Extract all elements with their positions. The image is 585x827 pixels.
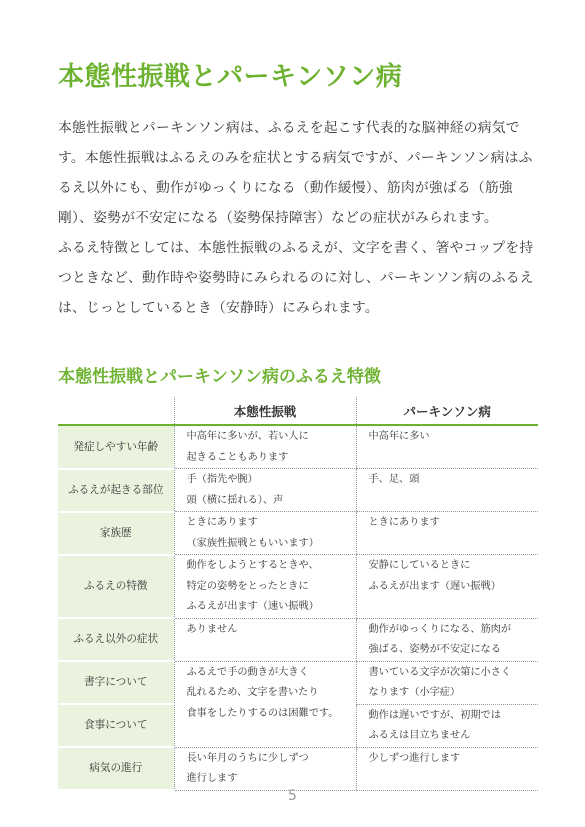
pd-cell bbox=[356, 704, 538, 747]
cell-line: ときにあります bbox=[186, 517, 258, 528]
table-row bbox=[58, 469, 538, 512]
cell-line: 手（指先や腕） bbox=[186, 474, 258, 485]
table-row bbox=[58, 747, 538, 790]
row-label: ふるえの特徴 bbox=[58, 555, 174, 619]
page-number: 5 bbox=[288, 788, 297, 804]
page-title: 本態性振戦とパーキンソン病 bbox=[58, 62, 403, 92]
cell-line: 食事をしたりするのは困難です。 bbox=[186, 707, 339, 719]
pd-cell bbox=[356, 661, 538, 704]
table-row bbox=[58, 425, 538, 469]
cell-line: 動作をしようとするときや、 bbox=[186, 560, 319, 571]
row-label: 病気の進行 bbox=[58, 747, 174, 790]
et-cell bbox=[174, 425, 356, 469]
pd-cell bbox=[356, 425, 538, 469]
row-label: 書字について bbox=[58, 661, 174, 704]
header-essential-tremor: 本態性振戦 bbox=[174, 397, 356, 425]
cell-line: 頭（横に揺れる）、声 bbox=[186, 494, 284, 506]
header-parkinsons: パーキンソン病 bbox=[356, 397, 538, 425]
et-cell bbox=[174, 555, 356, 619]
et-cell bbox=[174, 469, 356, 512]
row-label: 家族歴 bbox=[58, 512, 174, 555]
cell-line: ありません bbox=[186, 623, 238, 635]
cell-line: 特定の姿勢をとったときに bbox=[186, 580, 309, 592]
et-cell bbox=[174, 512, 356, 555]
cell-line: 手、足、頭 bbox=[368, 474, 420, 485]
cell-line: ふるえが出ます（遅い振戦） bbox=[368, 580, 501, 592]
cell-line: 安静にしているときに bbox=[368, 560, 471, 571]
comparison-table bbox=[58, 397, 538, 791]
pd-cell bbox=[356, 512, 538, 555]
table-subtitle: 本態性振戦とパーキンソン病のふるえ特徴 bbox=[58, 367, 381, 387]
intro-paragraph: ふるえ特徴としては、本態性振戦のふるえが、文字を書く、箸やコップを持つときなど、動作時や姿勢時にみられるのに対し、パーキンソン病のふるえは、じっとしているとき（安静時）にみられます。 bbox=[58, 240, 534, 316]
cell-line: 少しずつ進行します bbox=[368, 752, 461, 764]
pd-cell bbox=[356, 555, 538, 619]
cell-line: 強ばる、姿勢が不安定になる bbox=[368, 644, 501, 655]
cell-line: （家族性振戦ともいいます） bbox=[186, 537, 319, 549]
table-row bbox=[58, 618, 538, 661]
pd-cell bbox=[356, 747, 538, 790]
cell-line: ふるえで手の動きが大きく bbox=[186, 666, 309, 678]
et-cell-merged bbox=[174, 661, 356, 747]
cell-line: 長い年月のうちに少しずつ bbox=[186, 752, 309, 764]
row-label: ふるえが起きる部位 bbox=[58, 469, 174, 512]
pd-cell bbox=[356, 618, 538, 661]
cell-line: 動作がゆっくりになる、筋肉が bbox=[368, 623, 512, 635]
intro-paragraph: 本態性振戦とパーキンソン病は、ふるえを起こす代表的な脳神経の病気です。本態性振戦はふるえのみを症状とする病気ですが、パーキンソン病はふるえ以外にも、動作がゆっくりになる（動作緩慢）、筋肉が強ばる（筋強剛）、姿勢が不安定になる（姿勢保持障害）などの症状がみられます。 bbox=[58, 120, 533, 226]
cell-line: ふるえは目立ちません bbox=[368, 730, 471, 741]
cell-line: 中高年に多いが、若い人に bbox=[186, 431, 309, 442]
table-row bbox=[58, 512, 538, 555]
table-header-row bbox=[58, 397, 538, 425]
pd-cell bbox=[356, 469, 538, 512]
et-cell bbox=[174, 618, 356, 661]
cell-line: 動作は遅いですが、初期では bbox=[368, 709, 501, 721]
row-label: 食事について bbox=[58, 704, 174, 747]
et-cell bbox=[174, 747, 356, 790]
cell-line: なります（小字症） bbox=[368, 687, 461, 698]
intro-text bbox=[58, 113, 536, 323]
header-empty bbox=[58, 397, 174, 425]
cell-line: 起きることもあります bbox=[186, 451, 289, 463]
row-label: ふるえ以外の症状 bbox=[58, 618, 174, 661]
cell-line: ふるえが出ます（速い振戦） bbox=[186, 601, 319, 612]
row-label: 発症しやすい年齢 bbox=[58, 425, 174, 469]
table-row bbox=[58, 555, 538, 619]
table-row bbox=[58, 661, 538, 704]
cell-line: 書いている文字が次第に小さく bbox=[368, 666, 512, 678]
cell-line: ときにあります bbox=[368, 517, 440, 528]
cell-line: 進行します bbox=[186, 773, 238, 784]
cell-line: 乱れるため、文字を書いたり bbox=[186, 687, 319, 698]
cell-line: 中高年に多い bbox=[368, 431, 430, 442]
